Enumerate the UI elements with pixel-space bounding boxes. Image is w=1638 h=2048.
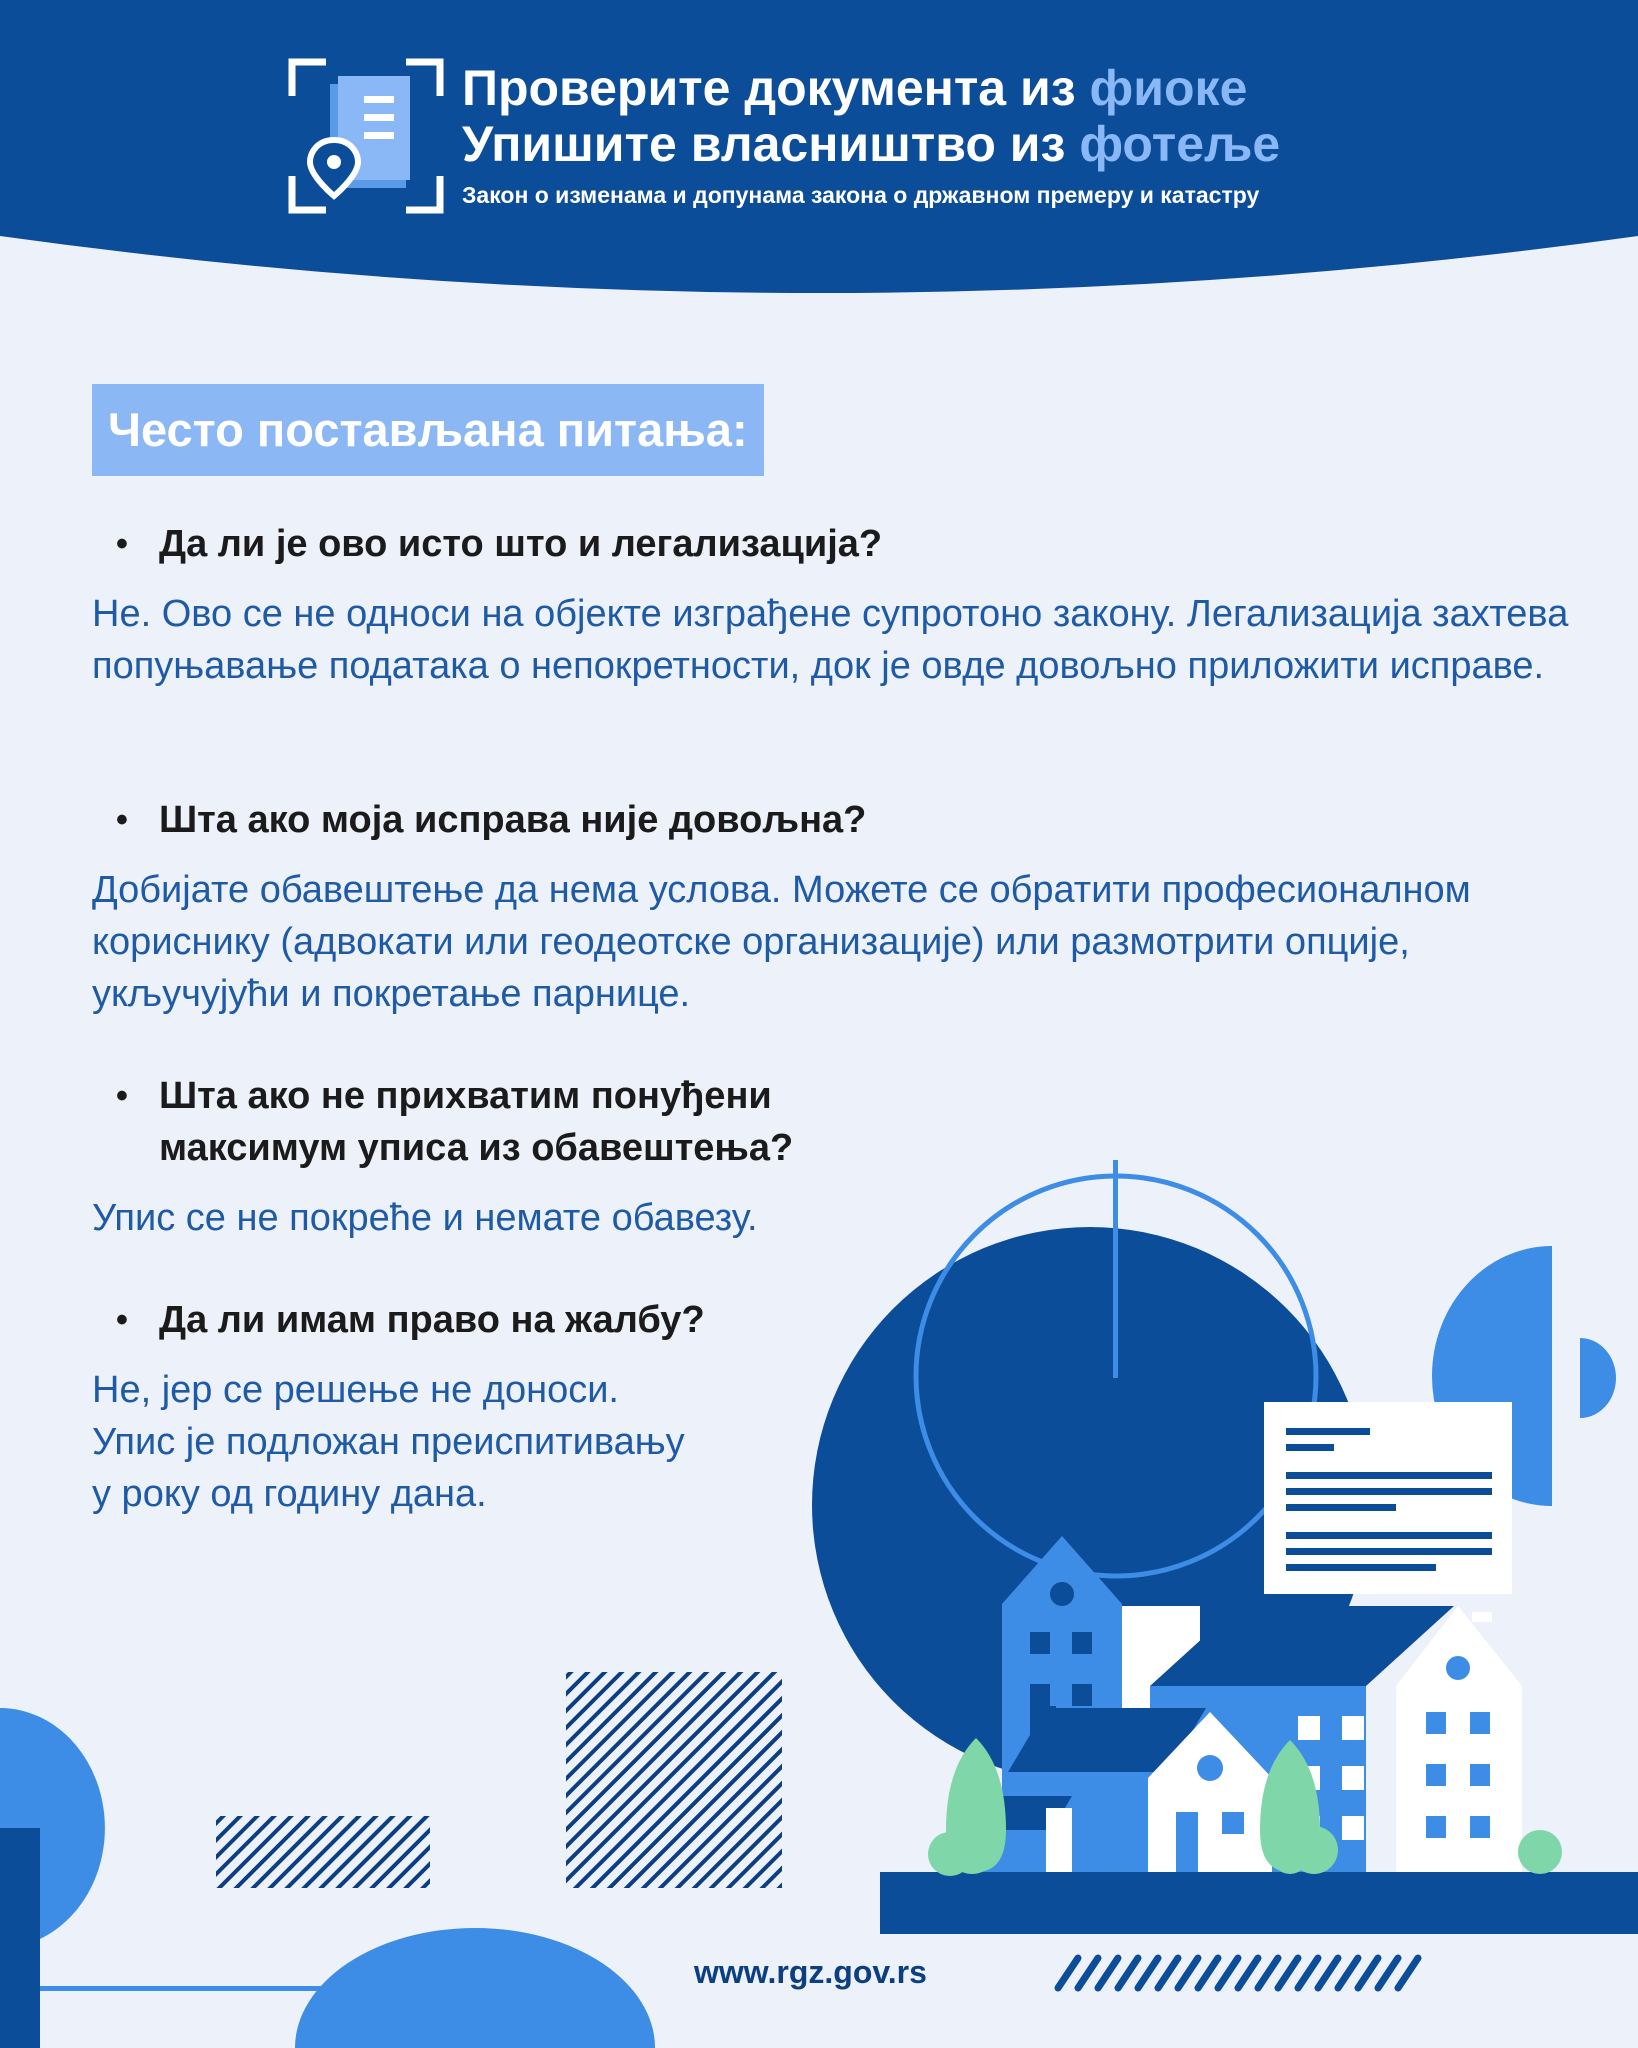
title-line-2-text: Упишите власништво из <box>462 116 1066 172</box>
ground-bar <box>880 1872 1638 1934</box>
faq-question-4: • Да ли имам право на жалбу? <box>92 1294 712 1346</box>
left-thin-line <box>40 1986 324 1991</box>
hatch-block-small <box>216 1816 430 1888</box>
faq-question-3: • Шта ако не прихватим понуђени максимум уписа из обавештења? <box>92 1070 912 1174</box>
faq-answer-2: Добијате обавештење да нема услова. Можете се обратити професионалном кориснику (адвокати или геодеотске организације) или размотрити опције, укључујући и покретање парнице. <box>92 869 1471 1015</box>
faq-question-2: • Шта ако моја исправа није довољна? <box>92 794 1572 846</box>
footer-website-link[interactable]: www.rgz.gov.rs <box>694 1954 927 1990</box>
bottom-circle <box>295 1928 655 2048</box>
right-small-half <box>1580 1338 1616 1418</box>
faq-question-1: • Да ли је ово исто што и легализација? <box>92 518 1572 570</box>
footer-slashes <box>1058 1958 1418 1988</box>
left-dark-bar <box>0 1828 40 2048</box>
title-line-1-highlight: фиоке <box>1089 60 1248 116</box>
faq-item-4 <box>92 1294 712 1520</box>
title-line-2-highlight: фотеље <box>1079 116 1281 172</box>
title-line-1-text: Проверите документа из <box>462 60 1076 116</box>
faq-item-3 <box>92 1070 912 1244</box>
crosshair-line <box>1113 1160 1118 1378</box>
faq-heading: Често постављана питања: <box>92 384 764 476</box>
faq-answer-1: Не. Ово се не односи на објекте изграђене супротоно закону. Легализација захтева попуњавање података о непокретности, док је овде довољно приложити исправе. <box>92 593 1569 687</box>
title-line-2 <box>462 116 1280 172</box>
faq-answer-4: Не, јер се решење не доноси. Упис је подложан преиспитивању у року од годину дана. <box>92 1369 685 1515</box>
tall-house-right <box>1396 1606 1522 1872</box>
header-subtitle: Закон о изменама и допунама закона о државном премеру и катастру <box>462 182 1260 208</box>
faq-item-1 <box>92 518 1572 692</box>
houses-illustration <box>812 1160 1638 1934</box>
faq-answer-3: Упис се не покреће и немате обавезу. <box>92 1197 758 1239</box>
title-line-1 <box>462 60 1280 116</box>
hatch-block-tall <box>566 1672 782 1888</box>
header-titles <box>462 60 1280 209</box>
faq-item-2 <box>92 794 1572 1020</box>
document-location-logo-icon <box>288 58 444 214</box>
